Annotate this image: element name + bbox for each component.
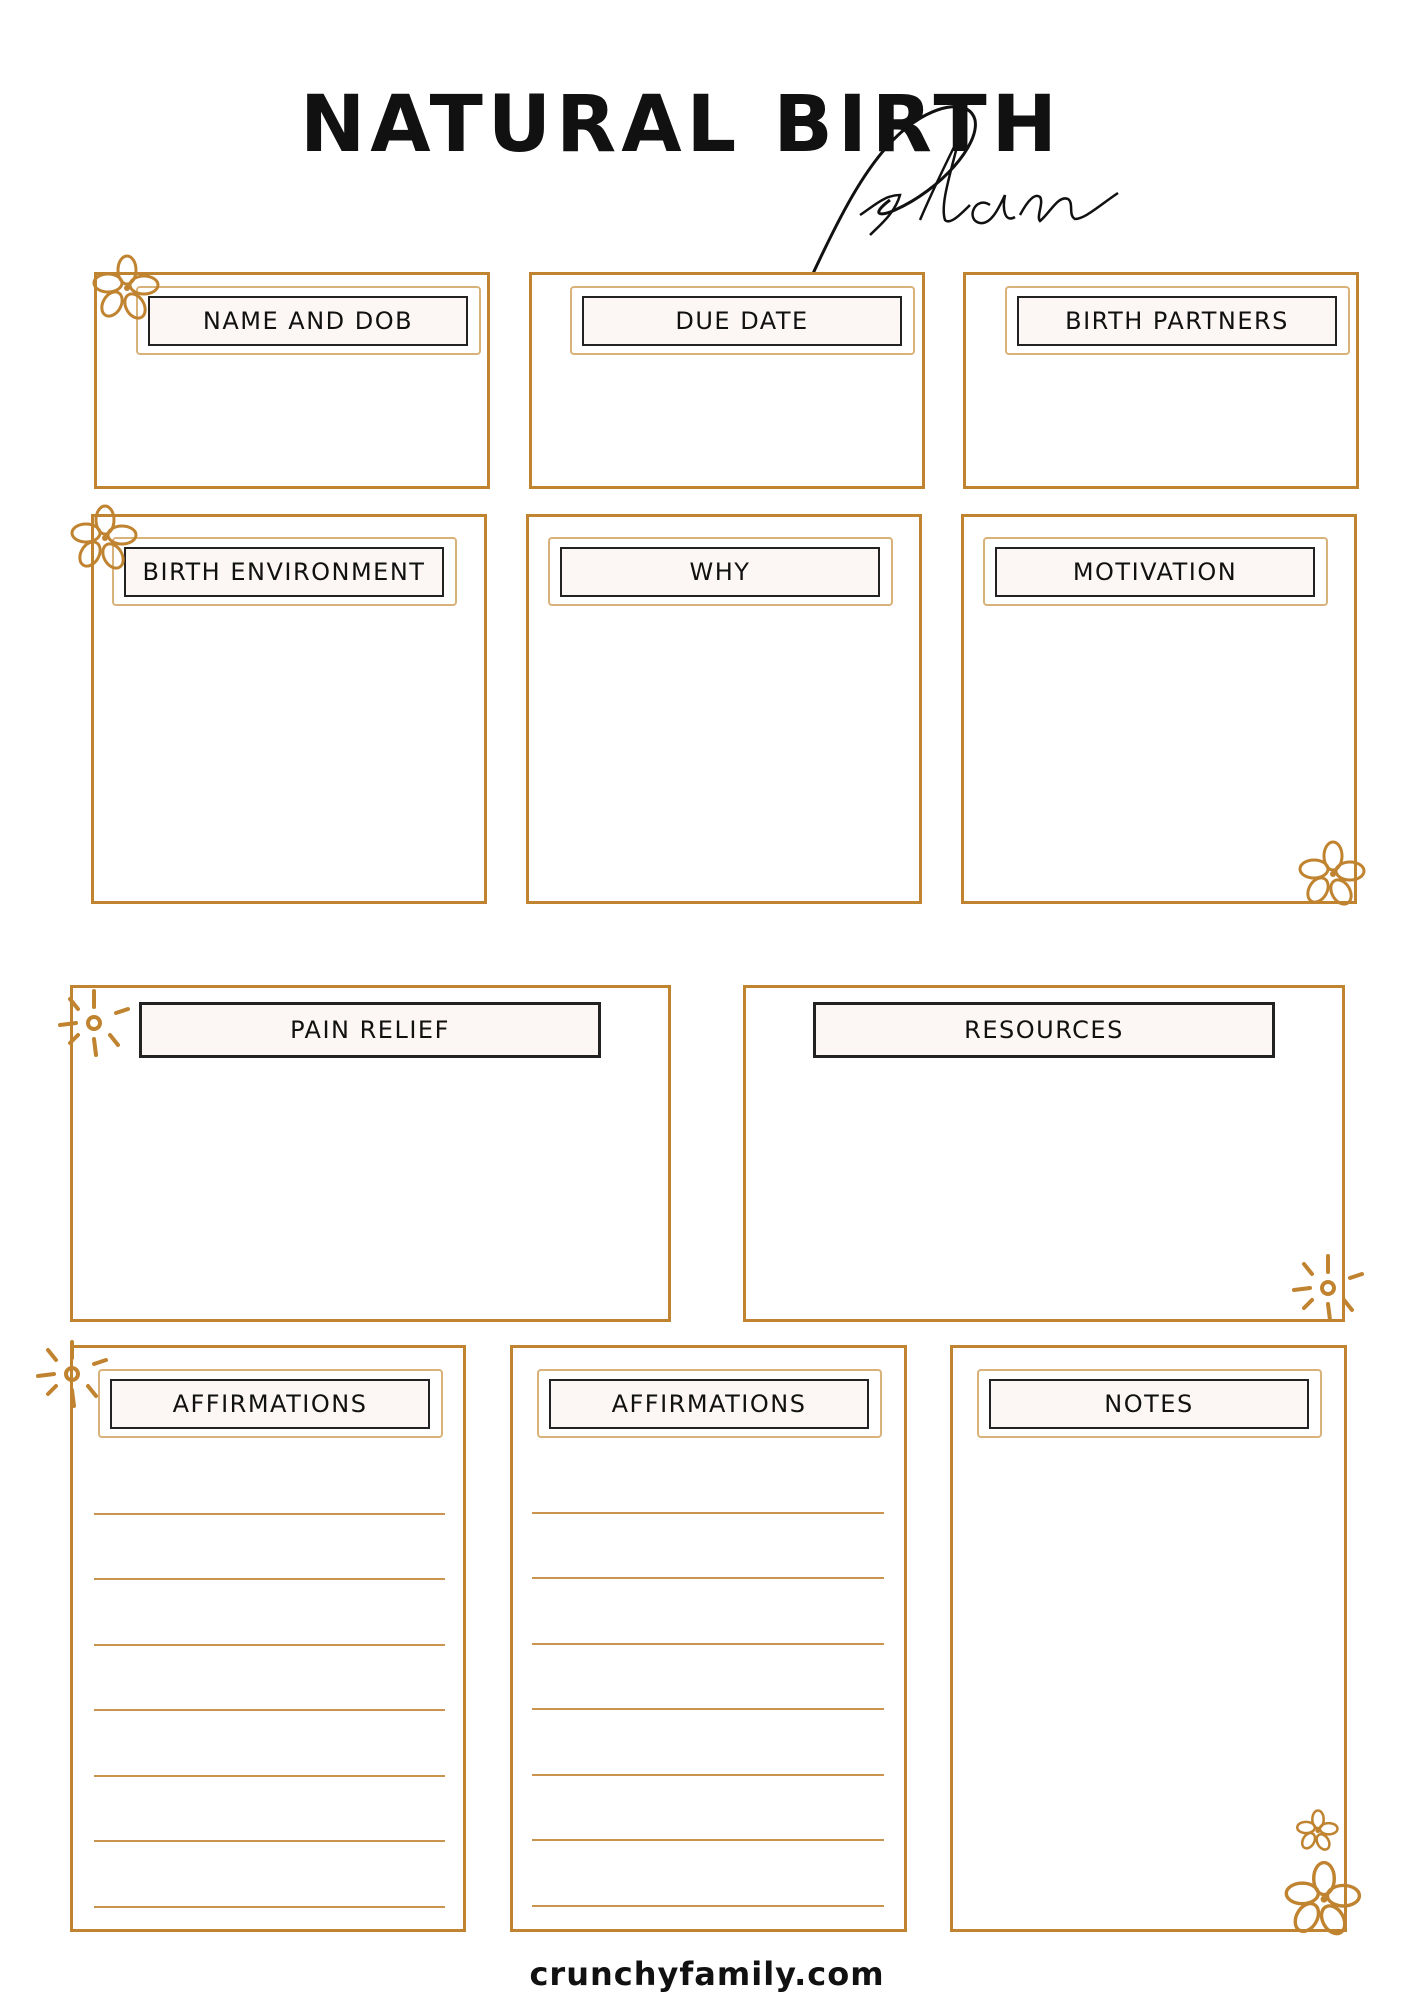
affirmations-label-2: AFFIRMATIONS xyxy=(549,1379,869,1429)
writing-line[interactable] xyxy=(532,1839,884,1841)
writing-line[interactable] xyxy=(532,1643,884,1645)
script-title-plan xyxy=(800,95,1120,285)
flower-icon xyxy=(70,502,140,572)
sun-doodle-icon xyxy=(1290,1250,1366,1326)
writing-line[interactable] xyxy=(532,1905,884,1907)
flower-icon xyxy=(1284,1858,1364,1938)
pain-relief-label: PAIN RELIEF xyxy=(139,1002,601,1058)
writing-line[interactable] xyxy=(94,1840,445,1842)
writing-line[interactable] xyxy=(532,1512,884,1514)
writing-line[interactable] xyxy=(94,1513,445,1515)
birth-partners-label: BIRTH PARTNERS xyxy=(1017,296,1337,346)
writing-line[interactable] xyxy=(532,1577,884,1579)
notes-label: NOTES xyxy=(989,1379,1309,1429)
writing-line[interactable] xyxy=(94,1644,445,1646)
page-title: NATURAL BIRTH xyxy=(300,80,1062,170)
motivation-label: MOTIVATION xyxy=(995,547,1315,597)
writing-line[interactable] xyxy=(532,1708,884,1710)
flower-icon xyxy=(1298,838,1368,908)
writing-line[interactable] xyxy=(94,1578,445,1580)
name-dob-label: NAME AND DOB xyxy=(148,296,468,346)
writing-line[interactable] xyxy=(94,1775,445,1777)
sun-doodle-icon xyxy=(56,985,132,1061)
due-date-label: DUE DATE xyxy=(582,296,902,346)
resources-label: RESOURCES xyxy=(813,1002,1275,1058)
affirmations-label-1: AFFIRMATIONS xyxy=(110,1379,430,1429)
birth-environment-label: BIRTH ENVIRONMENT xyxy=(124,547,444,597)
sun-doodle-icon xyxy=(34,1336,110,1412)
writing-line[interactable] xyxy=(532,1774,884,1776)
why-label: WHY xyxy=(560,547,880,597)
writing-line[interactable] xyxy=(94,1709,445,1711)
footer-website: crunchyfamily.com xyxy=(529,1955,885,1993)
flower-icon xyxy=(1296,1808,1340,1852)
flower-icon xyxy=(92,252,162,322)
writing-line[interactable] xyxy=(94,1906,445,1908)
